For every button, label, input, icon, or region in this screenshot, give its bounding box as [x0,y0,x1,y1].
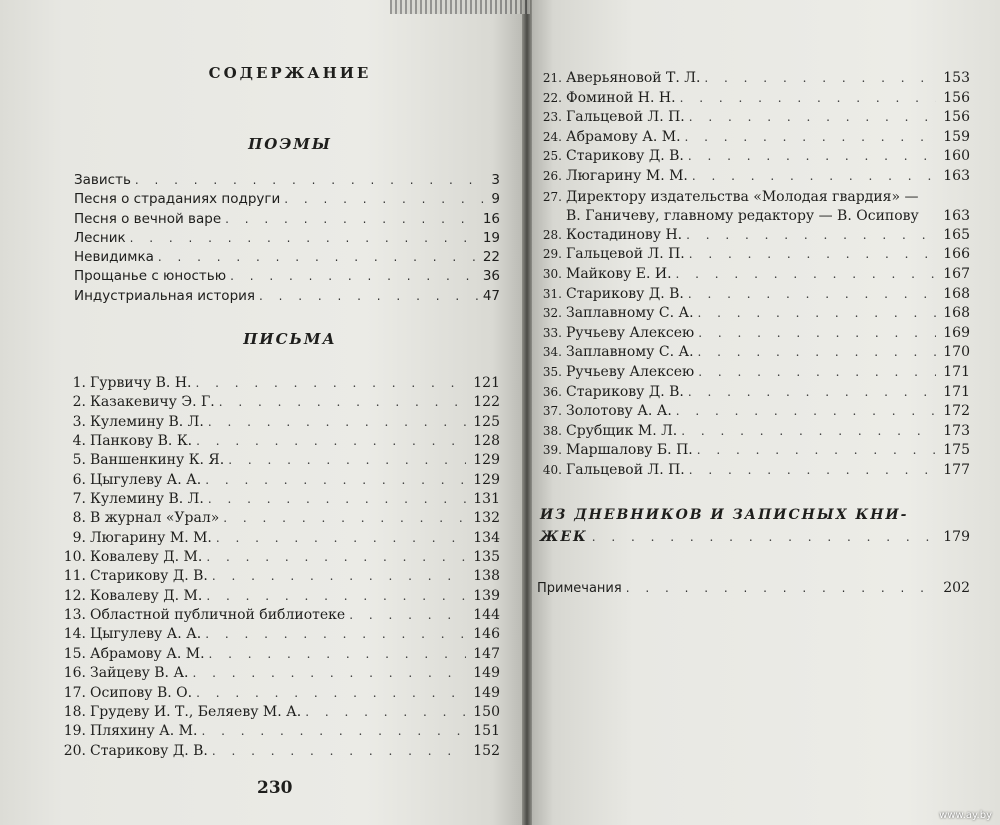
list-item [56,491,500,510]
list-item [538,364,970,384]
item-number: 5. [72,452,86,469]
list-item: Невидимка . . . 22 [74,249,500,268]
list-item [56,394,500,413]
item-page: 149 [473,684,500,701]
list-item [56,743,500,762]
item-page: 122 [473,394,500,411]
item-page: 129 [473,471,500,488]
item-number: 36. [542,384,562,399]
list-item [538,305,970,325]
item-page: 165 [943,226,970,243]
item-page: 151 [473,723,500,740]
item-number: 6. [72,471,86,488]
item-page: 166 [943,246,970,263]
item-title: Костадинову Н. [566,226,683,243]
item-title: Гальцевой Л. П. [566,246,685,263]
item-page: 129 [473,452,500,469]
item-page: 173 [943,422,970,439]
item-page: 160 [943,148,970,165]
item-title: Осипову В. О. [90,684,193,701]
list-item [538,325,970,345]
item-page: 128 [473,433,500,450]
item-number: 4. [72,433,86,450]
item-number: 13. [63,607,86,624]
item-title: Ковалеву Д. М. [90,549,203,566]
item-number: 10. [63,549,86,566]
item-page: 167 [943,265,970,282]
item-number: 19. [63,723,86,740]
item-title: Абрамову А. М. [566,128,681,145]
item-number: 30. [542,266,562,281]
list-item [538,227,970,247]
item-title: Цыгулеву А. А. [90,626,202,643]
item-title: Люгарину М. М. [90,529,212,546]
letters-heading: ПИСЬМА [243,330,337,348]
book-gutter [522,0,532,825]
list-item [538,70,970,90]
item-title: Зайцеву В. А. [90,665,189,682]
diaries-title-line1: ИЗ ДНЕВНИКОВ И ЗАПИСНЫХ КНИ- [540,507,909,523]
list-item [56,723,500,742]
list-item [56,588,500,607]
item-number: 26. [542,168,562,183]
item-page: 121 [473,375,500,391]
list-item: Зависть . . . 3 [74,172,500,191]
item-title: Кулемину В. Л. [90,413,204,430]
item-number: 20. [63,742,86,759]
item-number: 34. [542,345,562,360]
item-title: Гурвичу В. Н. [90,375,192,391]
contents-heading: СОДЕРЖАНИЕ [208,64,372,82]
item-title: Панкову В. К. [90,433,193,450]
list-item [538,442,970,462]
item-number: 27. [542,189,562,204]
item-number: 1. [72,375,86,391]
item-title: Старикову Д. В. [90,568,208,585]
list-item [538,90,970,110]
item-number: 3. [72,413,86,430]
item-page: 171 [943,363,970,380]
item-page: 138 [473,568,500,585]
list-item [56,452,500,471]
list-item [56,646,500,665]
item-number: 25. [542,149,562,164]
item-page: 159 [943,128,970,145]
item-title: Казакевичу Э. Г. [90,394,215,411]
list-item [56,665,500,684]
diaries-title-line2: ЖЕК [540,529,588,545]
list-item: Лесник . . . 19 [74,230,500,249]
item-page: 156 [943,89,970,106]
list-item [56,510,500,529]
list-item [56,704,500,723]
item-number: 14. [63,626,86,643]
item-number: 22. [542,90,562,105]
item-number: 16. [63,665,86,682]
item-page: 147 [473,645,500,662]
item-title: Ваншенкину К. Я. [90,452,225,469]
item-title: Старикову Д. В. [566,148,684,165]
list-item: Песня о страданиях подруги . . . 9 [74,191,500,210]
item-number: 31. [542,286,562,301]
item-number: 33. [542,325,562,340]
item-title-line2: В. Ганичеву, главному редактору — В. Осипову [566,208,919,225]
list-item [538,148,970,168]
item-page: 172 [943,403,970,420]
item-title: Старикову Д. В. [566,383,684,400]
list-item [56,375,500,394]
item-number: 11. [63,568,86,585]
list-item [538,129,970,149]
item-title: Грудеву И. Т., Беляеву М. А. [90,703,302,720]
item-page: 134 [473,529,500,546]
item-title: Майкову Е. И. [566,265,672,282]
diaries-entry [540,504,970,548]
item-title: Люгарину М. М. [566,167,688,184]
item-number: 38. [542,423,562,438]
item-page: 156 [943,109,970,126]
notes-entry [537,580,970,599]
item-number: 29. [542,247,562,262]
item-title: Заплавному С. А. [566,305,694,322]
list-item [538,286,970,306]
item-number: 37. [542,404,562,419]
item-title: Абрамову А. М. [90,645,205,662]
item-page: 150 [473,703,500,720]
item-number: 35. [542,364,562,379]
item-page: 168 [943,285,970,302]
list-item [538,188,970,227]
list-item: Индустриальная история . . . 47 [74,288,500,307]
item-title: Кулемину В. Л. [90,491,204,508]
item-title: Областной публичной библиотеке [90,607,346,624]
item-number: 21. [542,71,562,85]
item-page: 139 [473,587,500,604]
item-page: 135 [473,549,500,566]
item-page: 169 [943,324,970,341]
notes-title: Примечания [537,581,622,596]
list-item [538,246,970,266]
item-title: Цыгулеву А. А. [90,471,202,488]
list-item [56,626,500,645]
item-title: Маршалову Б. П. [566,442,693,459]
list-item: Прощанье с юностью . . . 36 [74,268,500,287]
page-number: 230 [257,778,293,798]
watermark: www.ay.by [939,810,992,821]
poems-list [74,172,500,307]
item-number: 2. [72,394,86,411]
item-number: 24. [542,129,562,144]
list-item [538,384,970,404]
item-title: Ручьеву Алексею [566,363,695,380]
item-number: 32. [542,306,562,321]
diaries-title-line2-row [540,526,970,548]
item-page: 149 [473,665,500,682]
item-title: Заплавному С. А. [566,344,694,361]
list-item [56,530,500,549]
list-item [538,403,970,423]
item-page: 163 [943,167,970,184]
item-page: 171 [943,383,970,400]
item-title: Гальцевой Л. П. [566,461,685,478]
list-item [538,423,970,443]
item-title: Срубщик М. Л. [566,422,678,439]
list-item [538,462,970,482]
item-title: Гальцевой Л. П. [566,109,685,126]
item-page: 170 [943,344,970,361]
list-item [538,168,970,188]
item-page: 146 [473,626,500,643]
item-page: 125 [473,413,500,430]
item-page: 177 [943,461,970,478]
item-number: 28. [542,227,562,242]
item-number: 39. [542,443,562,458]
item-number: 8. [72,510,86,527]
item-title: Фоминой Н. Н. [566,89,676,106]
list-item: Песня о вечной варе . . . 16 [74,211,500,230]
item-page: 168 [943,305,970,322]
letters-list-right [538,70,970,481]
diaries-page: 179 [943,529,970,545]
page-edge-pattern [390,0,530,14]
item-page: 131 [473,491,500,508]
list-item [56,472,500,491]
item-title: Пляхину А. М. [90,723,198,740]
item-title: Старикову Д. В. [566,285,684,302]
item-page: 153 [943,70,970,86]
item-page: 163 [943,208,970,225]
item-number: 15. [63,645,86,662]
item-page: 175 [943,442,970,459]
item-page: 152 [473,742,500,759]
item-number: 17. [63,684,86,701]
list-item [56,685,500,704]
notes-page: 202 [943,580,970,596]
letters-list-left [56,375,500,762]
item-title: Золотову А. А. [566,403,672,420]
item-title-line1: Директору издательства «Молодая гвардия» — [566,188,919,205]
list-item [56,549,500,568]
list-item [538,266,970,286]
list-item [538,109,970,129]
item-number: 18. [63,703,86,720]
item-number: 7. [72,491,86,508]
list-item [56,414,500,433]
item-title: Ковалеву Д. М. [90,587,203,604]
list-item [56,433,500,452]
list-item [538,344,970,364]
item-number: 9. [72,529,86,546]
item-title: Старикову Д. В. [90,742,208,759]
item-title: В журнал «Урал» [90,510,220,527]
item-number: 40. [542,462,562,477]
item-number: 12. [63,587,86,604]
item-title: Аверьяновой Т. Л. [566,70,701,86]
item-page: 132 [473,510,500,527]
item-page: 144 [473,607,500,624]
poems-heading: ПОЭМЫ [248,135,332,153]
list-item [56,568,500,587]
list-item [56,607,500,626]
item-title: Ручьеву Алексею [566,324,695,341]
item-number: 23. [542,110,562,125]
